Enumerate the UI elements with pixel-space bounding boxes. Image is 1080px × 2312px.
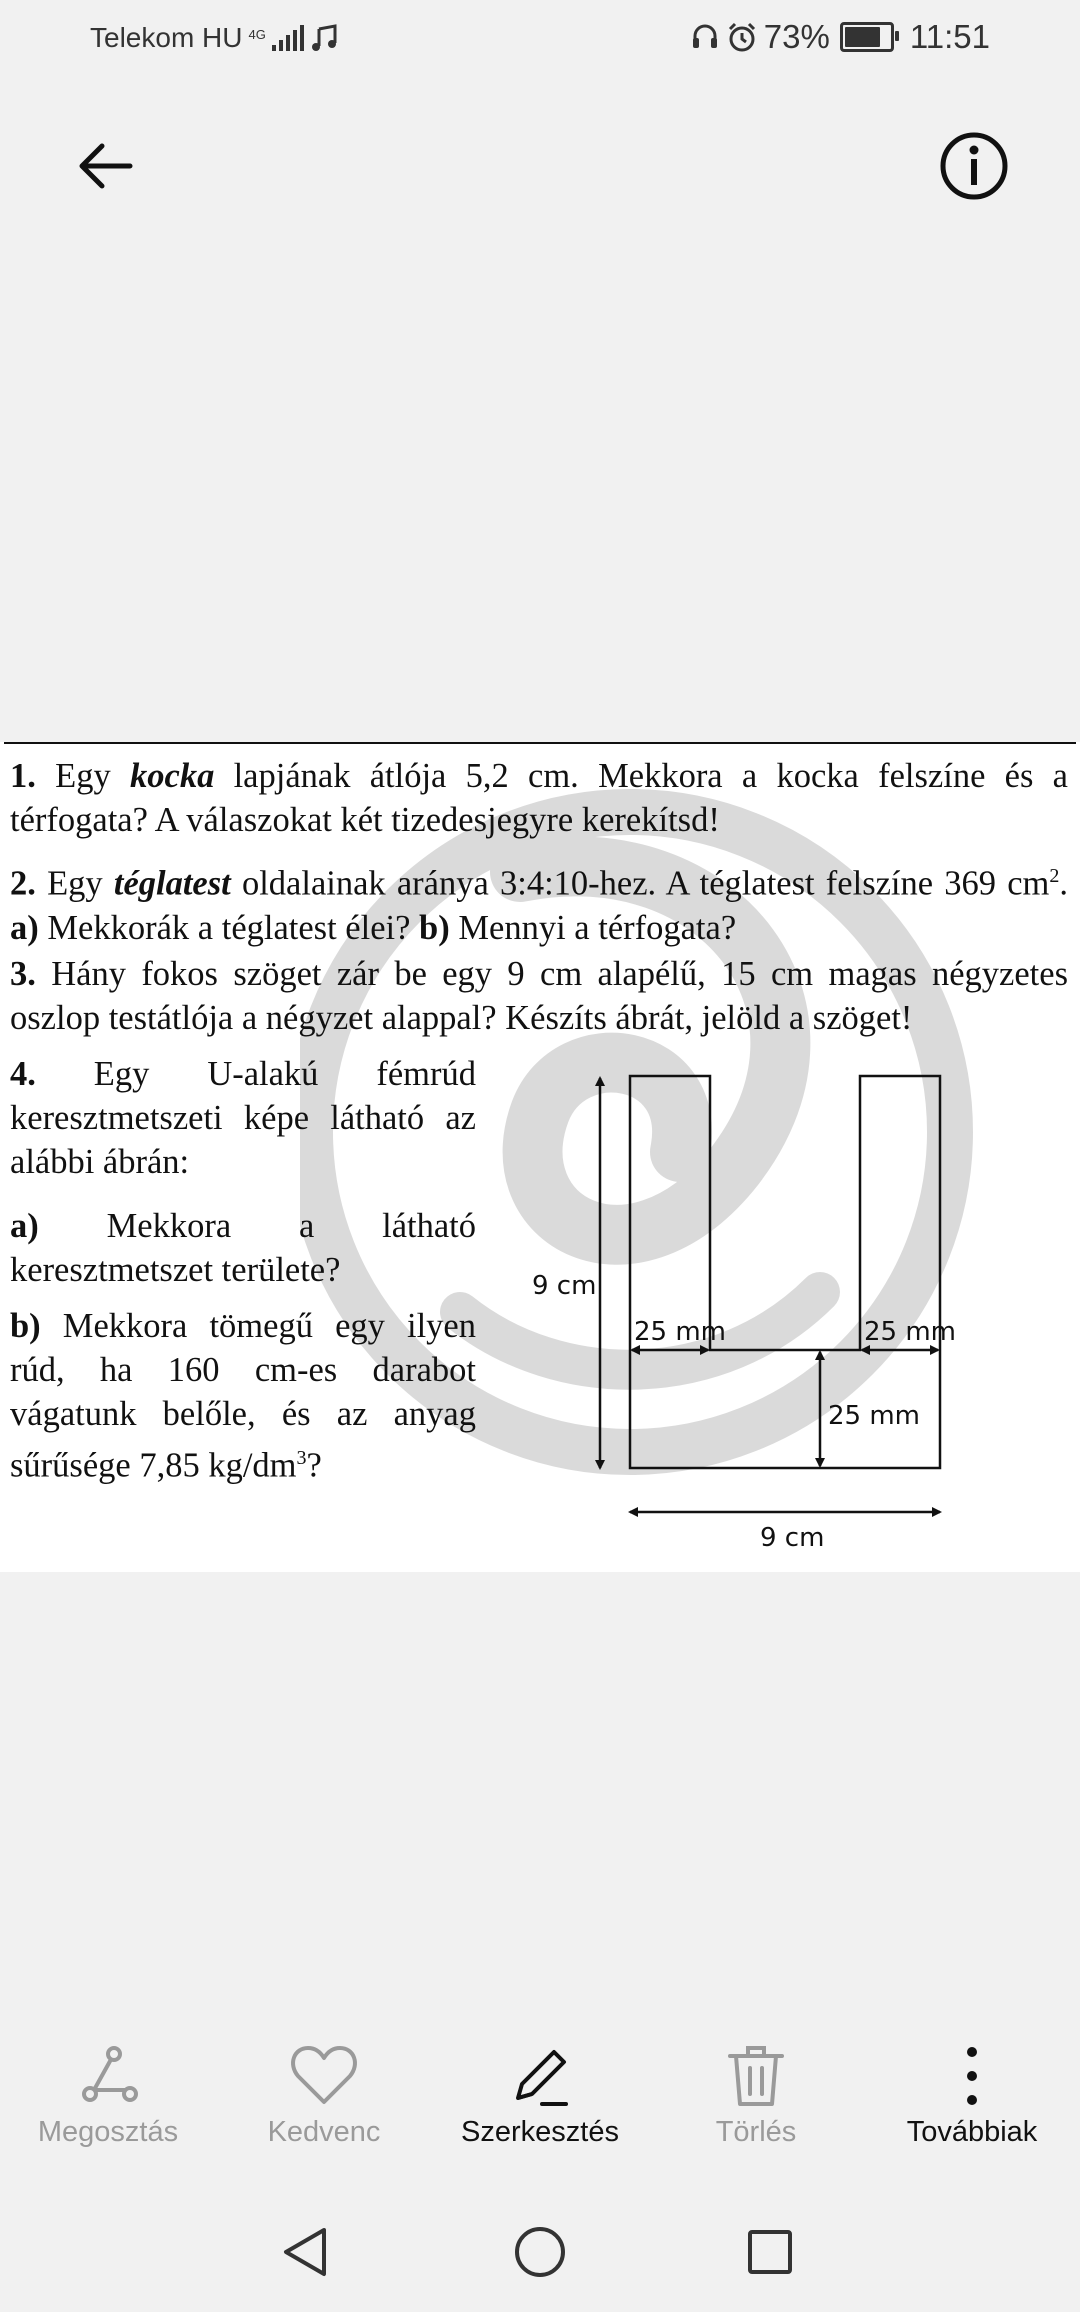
info-icon [936, 128, 1012, 204]
back-arrow-icon [68, 128, 144, 204]
nav-back-button[interactable] [274, 2220, 338, 2284]
battery-icon [840, 22, 894, 52]
network-type: 4G [248, 26, 266, 42]
signal-icon [272, 25, 304, 51]
base-label: 25 mm [828, 1401, 921, 1431]
more-label: Továbbiak [906, 2116, 1038, 2148]
more-button[interactable] [872, 2040, 1072, 2149]
more-vertical-icon [936, 2040, 1008, 2112]
share-button[interactable] [8, 2040, 208, 2149]
exercise-4b: b) Mekkora tömegű egy ilyen rúd, ha 160 cm-es darabot vágatunk belőle, és az anyag sűrűsége 7,85 $kg/dm^3$? [10, 1307, 476, 1485]
carrier-name: Telekom HU [90, 22, 243, 53]
right-arm-label: 25 mm [864, 1317, 957, 1347]
headset-icon [690, 22, 720, 52]
favorite-button[interactable] [224, 2040, 424, 2149]
music-note-icon [310, 23, 340, 53]
back-button[interactable] [68, 128, 144, 204]
clock: 11:51 [909, 18, 990, 55]
delete-label: Törlés [715, 2116, 797, 2148]
info-button[interactable] [936, 128, 1012, 204]
battery-percent: 73% [763, 18, 830, 55]
nav-home-button[interactable] [508, 2220, 572, 2284]
alarm-icon [726, 21, 758, 53]
nav-back-icon [274, 2220, 338, 2284]
left-arm-label: 25 mm [634, 1317, 727, 1347]
exercise-2: 2. Egy téglatest oldalainak aránya 3:4:10-hez. A téglatest felszíne 369 $cm^2$. a) Mekkorák a téglatest élei? b) Mennyi a térfogata? [10, 864, 1069, 947]
edit-label: Szerkesztés [461, 2116, 619, 2148]
nav-recents-icon [738, 2220, 802, 2284]
share-icon [72, 2040, 144, 2112]
nav-home-icon [508, 2220, 572, 2284]
status-left [90, 22, 340, 54]
battery-fill [845, 27, 880, 47]
status-right [690, 18, 990, 56]
system-nav-bar [0, 2200, 1080, 2312]
width-label: 9 cm [760, 1523, 825, 1553]
edit-button[interactable] [440, 2040, 640, 2149]
status-bar [0, 0, 1080, 80]
exercise-1: 1. Egy kocka lapjának átlója 5,2 cm. Mekkora a kocka felszíne és a térfogata? A válaszokat két tizedesjegyre kerekítsd! [10, 757, 1068, 839]
exercise-3: 3. Hány fokos szöget zár be egy 9 cm alapélű, 15 cm magas négyzetes oszlop testátlója a négyzet alappal? Készíts ábrát, jelöld a szöget! [10, 955, 1068, 1037]
pencil-icon [504, 2040, 576, 2112]
exercise-4: 4. Egy U-alakú fémrúd keresztmetszeti képe látható az alábbi ábrán: [10, 1055, 476, 1181]
height-label: 9 cm [532, 1271, 597, 1301]
u-profile-figure [510, 1068, 1065, 1568]
share-label: Megosztás [37, 2116, 179, 2148]
trash-icon [720, 2040, 792, 2112]
nav-recents-button[interactable] [738, 2220, 802, 2284]
delete-button[interactable] [656, 2040, 856, 2149]
heart-icon [288, 2040, 360, 2112]
exercise-4a: a) Mekkora a látható keresztmetszet területe? [10, 1207, 476, 1289]
favorite-label: Kedvenc [267, 2116, 381, 2148]
top-rule [4, 742, 1076, 744]
document-image [0, 742, 1080, 1572]
bottom-toolbar [0, 2040, 1080, 2170]
